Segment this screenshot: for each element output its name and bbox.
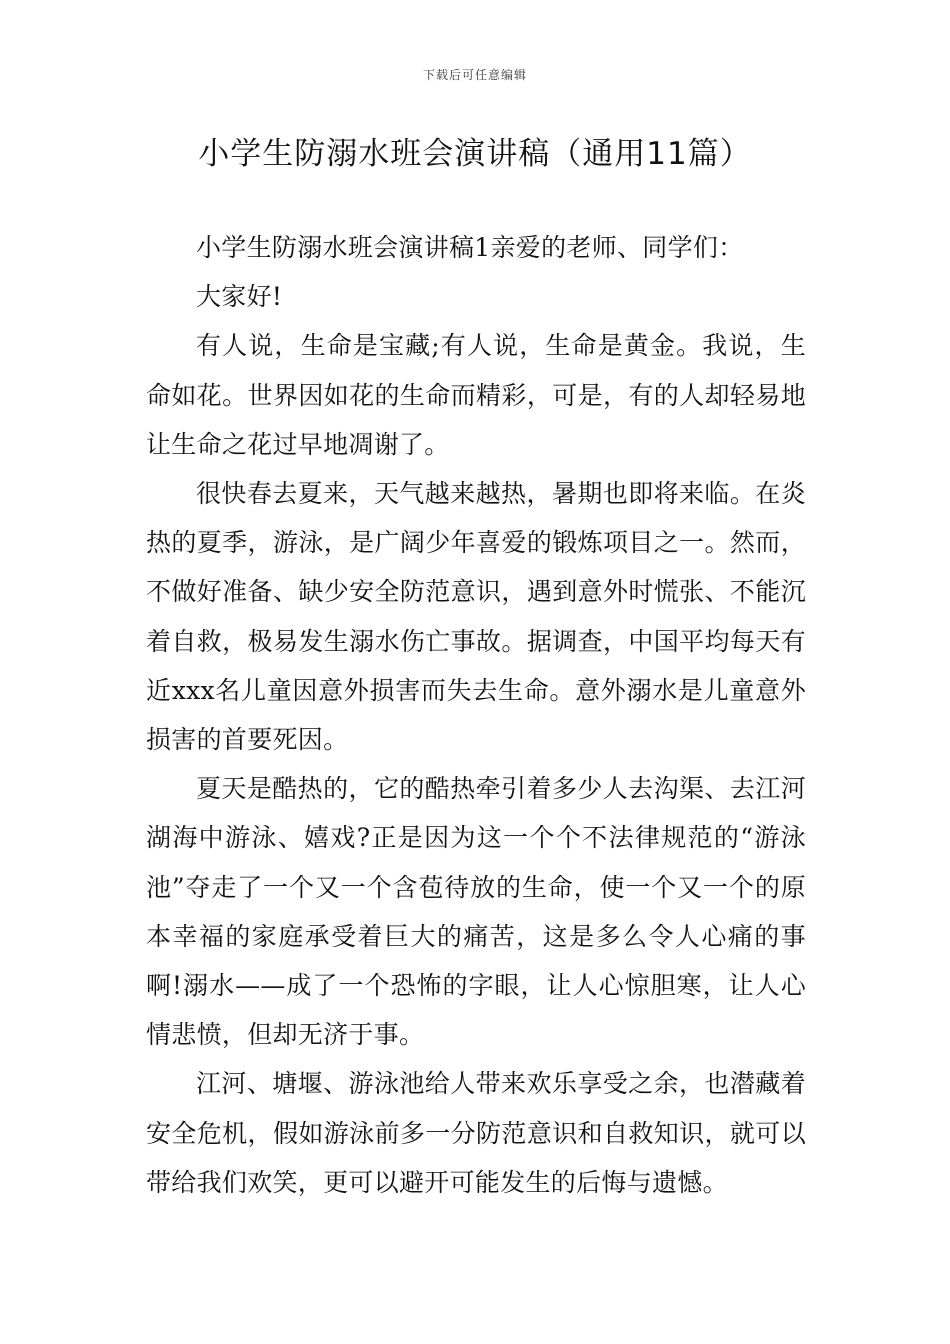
paragraph-4: 很快春去夏来，天气越来越热，暑期也即将来临。在炎热的夏季，游泳，是广阔少年喜爱的锻炼项目之一。然而，不做好准备、缺少安全防范意识，遇到意外时慌张、不能沉着自救，极易发生溺水伤亡事故。据调查，中国平均每天有近xxx名儿童因意外损害而失去生命。意外溺水是儿童意外损害的首要死因。 (146, 479, 806, 755)
header-note: 下载后可任意编辑 (422, 68, 527, 82)
paragraph-2: 大家好! (196, 282, 283, 312)
document-body (146, 223, 806, 1207)
document-title: 小学生防溺水班会演讲稿（通用11篇） (198, 136, 752, 172)
paragraph-5: 夏天是酷热的，它的酷热牵引着多少人去沟渠、去江河湖海中游泳、嬉戏?正是因为这一个个不法律规范的“游泳池”夺走了一个又一个含苞待放的生命，使一个又一个的原本幸福的家庭承受着巨大的痛苦，这是多么令人心痛的事啊!溺水——成了一个恐怖的字眼，让人心惊胆寒，让人心情悲愤，但却无济于事。 (146, 774, 806, 1050)
paragraph-3: 有人说，生命是宝藏;有人说，生命是黄金。我说，生命如花。世界因如花的生命而精彩，可是，有的人却轻易地让生命之花过早地凋谢了。 (146, 331, 806, 459)
paragraph-1: 小学生防溺水班会演讲稿1亲爱的老师、同学们： (196, 233, 744, 262)
paragraph-6: 江河、塘堰、游泳池给人带来欢乐享受之余，也潜藏着安全危机，假如游泳前多一分防范意识和自救知识，就可以带给我们欢笑，更可以避开可能发生的后悔与遗憾。 (146, 1069, 806, 1197)
